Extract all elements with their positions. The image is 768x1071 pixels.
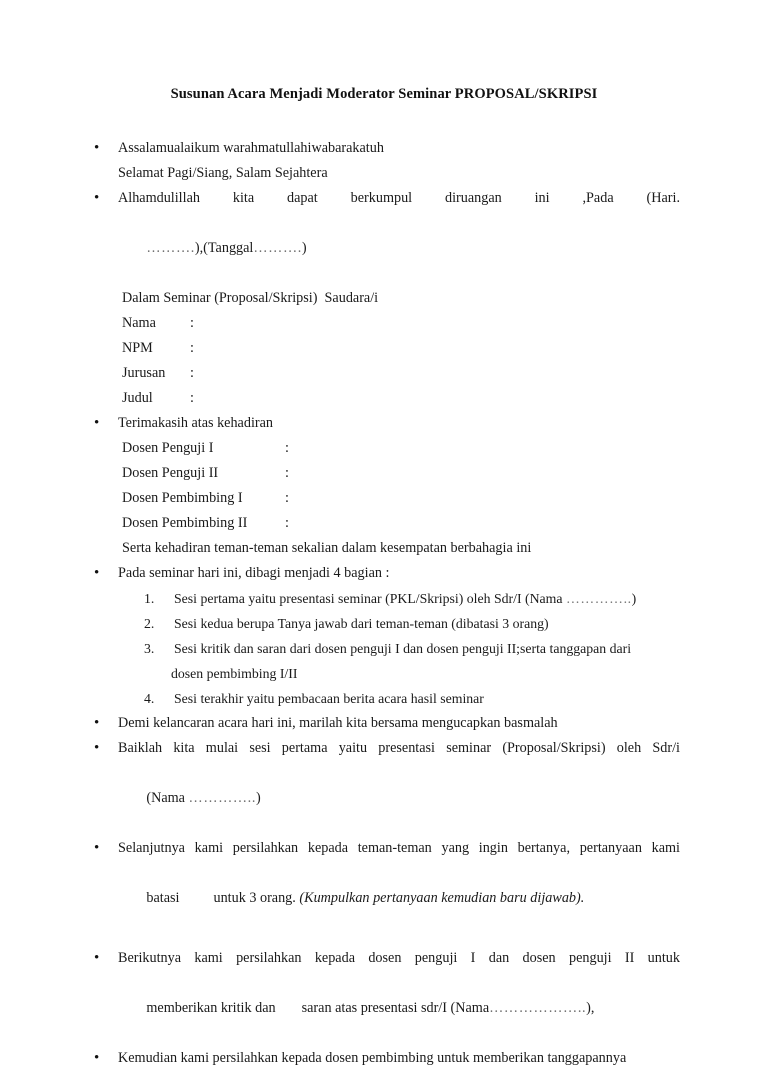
lecturer-label: Dosen Pembimbing II [122,515,248,531]
bullet-basmalah [92,711,680,736]
dot-leader: ………. [253,240,302,256]
agenda-item-text: Sesi pertama yaitu presentasi seminar (PKL/Skripsi) oleh Sdr/I (Nama [174,591,566,606]
examiners-text-c: ), [586,1000,595,1016]
start-session-line-2 [118,761,680,836]
advisors-text: Kemudian kami persilahkan kepada dosen pembimbing untuk memberikan tanggapannya [118,1050,627,1066]
opening-line-2 [118,211,680,286]
opening-close-paren: ) [301,240,307,256]
questions-limit: untuk 3 orang. [213,890,296,906]
field-colon: : [190,365,194,381]
bullet-icon: • [94,715,100,731]
bullet-start-session [92,736,680,836]
bullet-questions [92,836,680,936]
bullet-opening [92,186,680,411]
start-session-nama-suffix: ) [255,790,261,806]
lecturer-row [118,436,680,461]
paragraph-spacer [92,936,680,946]
dot-leader: ………. [146,240,195,256]
agenda-item [118,611,680,636]
field-colon: : [190,340,194,356]
opening-line-1: Alhamdulillah kita dapat berkumpul diruangan ini ,Pada (Hari. [118,190,680,206]
agenda-item [118,636,680,661]
start-session-line-1: Baiklah kita mulai sesi pertama yaitu presentasi seminar (Proposal/Skripsi) oleh Sdr/i [118,740,680,756]
bullet-icon: • [94,950,100,966]
bullet-icon: • [94,415,100,431]
bullet-thanks [92,411,680,561]
basmalah-text: Demi kelancaran acara hari ini, marilah kita bersama mengucapkan basmalah [118,715,558,731]
lecturer-row [118,461,680,486]
thanks-heading: Terimakasih atas kehadiran [118,415,274,431]
bullet-icon: • [94,740,100,756]
document-body [92,136,680,1071]
agenda-item-number: 2. [144,616,155,631]
agenda-item-number: 3. [144,641,155,656]
field-colon: : [190,390,194,406]
examiners-line-1: Berikutnya kami persilahkan kepada dosen penguji I dan dosen penguji II untuk [118,950,680,966]
agenda-item [118,586,680,611]
field-row [118,386,680,411]
greeting-line-2: Selamat Pagi/Siang, Salam Sejahtera [118,165,328,181]
lecturer-row [118,511,680,536]
bullet-icon: • [94,140,100,156]
field-row [118,336,680,361]
start-session-nama-prefix: (Nama [146,790,189,806]
agenda-item-text: Sesi terakhir yaitu pembacaan berita acara hasil seminar [174,691,484,706]
questions-line-2 [118,861,680,936]
agenda-item-wrap: dosen pembimbing I/II [171,666,298,681]
questions-line-1: Selanjutnya kami persilahkan kepada teman-teman yang ingin bertanya, pertanyaan kami [118,840,680,856]
opening-tanggal-text: ),(Tanggal [194,240,254,256]
field-label: Judul [122,390,153,406]
bullet-icon: • [94,1050,100,1066]
field-colon: : [285,465,289,481]
dot-leader: ……………….. [489,1000,587,1016]
agenda-heading: Pada seminar hari ini, dibagi menjadi 4 bagian : [118,565,390,581]
bullet-icon: • [94,840,100,856]
agenda-item-text: Sesi kritik dan saran dari dosen penguji I dan dosen penguji II;serta tanggapan dari [174,641,632,656]
examiners-text-a: memberikan kritik dan [146,1000,276,1016]
field-label: NPM [122,340,153,356]
bullet-agenda [92,561,680,711]
lecturer-label: Dosen Pembimbing I [122,490,243,506]
bullet-icon: • [94,565,100,581]
questions-batasi: batasi [146,890,180,906]
examiners-text-b: saran atas presentasi sdr/I (Nama [301,1000,490,1016]
dot-leader: ………….. [565,591,632,606]
field-colon: : [285,515,289,531]
field-colon: : [190,315,194,331]
agenda-item [118,686,680,711]
dot-leader: ………….. [188,790,256,806]
field-colon: : [285,490,289,506]
field-row [118,311,680,336]
field-colon: : [285,440,289,456]
field-label: Jurusan [122,365,166,381]
lecturer-label: Dosen Penguji I [122,440,214,456]
thanks-closing: Serta kehadiran teman-teman sekalian dalam kesempatan berbahagia ini [122,540,532,556]
bullet-greeting [92,136,680,186]
questions-italic-note: (Kumpulkan pertanyaan kemudian baru dijawab). [299,890,585,906]
page-title: Susunan Acara Menjadi Moderator Seminar PROPOSAL/SKRIPSI [170,86,598,102]
examiners-line-2 [118,971,680,1046]
greeting-line-1: Assalamualaikum warahmatullahiwabarakatuh [118,140,384,156]
field-row [118,361,680,386]
field-label: Nama [122,315,156,331]
agenda-item-number: 1. [144,591,155,606]
agenda-item-text: Sesi kedua berupa Tanya jawab dari teman-teman (dibatasi 3 orang) [174,616,549,631]
lecturer-row [118,486,680,511]
agenda-item-number: 4. [144,691,155,706]
lecturer-label: Dosen Penguji II [122,465,219,481]
bullet-examiners [92,946,680,1046]
bullet-advisors [92,1046,680,1071]
agenda-item-text-after: ) [631,591,637,606]
seminar-subject-line: Dalam Seminar (Proposal/Skripsi) Saudara/i [122,290,379,306]
bullet-icon: • [94,190,100,206]
